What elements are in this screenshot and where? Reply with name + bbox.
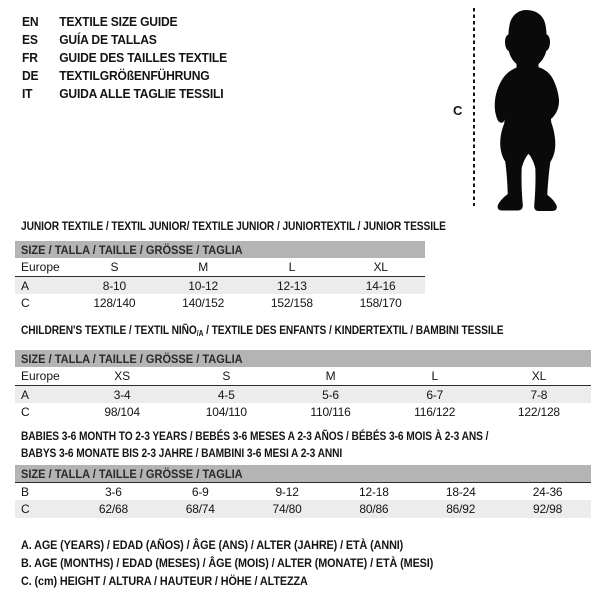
language-row-it <box>22 85 227 103</box>
language-title: GUIDA ALLE TAGLIE TESSILI <box>59 86 224 101</box>
cell-value: 86/92 <box>446 502 476 516</box>
cell-value: XL <box>373 260 388 274</box>
table-row-a <box>15 276 425 294</box>
cell-value: 92/98 <box>533 502 563 516</box>
cell-value: 158/170 <box>359 296 402 310</box>
cell-value: 24-36 <box>532 484 563 499</box>
table-title <box>21 322 506 342</box>
cell-value: XL <box>531 369 547 383</box>
cell-value: 6-9 <box>191 484 209 499</box>
cell-value: 62/68 <box>98 502 128 516</box>
cell-value: L <box>431 369 438 383</box>
table-title-line: BABYS 3-6 MONATE BIS 2-3 JAHRE / BAMBINI 3-6 MESI A 2-3 ANNI <box>21 446 343 460</box>
language-title: GUIDE DES TAILLES TEXTILE <box>59 50 227 65</box>
cell-value: 74/80 <box>272 502 302 516</box>
cell-value: 140/152 <box>182 296 225 310</box>
row-label: A <box>21 278 30 293</box>
cell-value: 80/86 <box>359 502 389 516</box>
size-header-bar <box>15 350 591 367</box>
row-label: C <box>21 296 30 310</box>
cell-value: 18-24 <box>445 484 476 499</box>
size-header-label: SIZE / TALLA / TAILLE / GRÖSSE / TAGLIA <box>21 466 243 481</box>
cell-value: 104/110 <box>205 405 247 419</box>
language-title-block <box>22 13 242 103</box>
language-row-en <box>22 13 227 31</box>
footnote-a: A. AGE (YEARS) / EDAD (AÑOS) / ÂGE (ANS) / ALTER (JAHRE) / ETÀ (ANNI) <box>21 538 404 552</box>
cell-value: 12-13 <box>277 278 307 293</box>
size-header-label: SIZE / TALLA / TAILLE / GRÖSSE / TAGLIA <box>21 242 243 257</box>
language-title: TEXTILE SIZE GUIDE <box>59 14 178 29</box>
size-header-label: SIZE / TALLA / TAILLE / GRÖSSE / TAGLIA <box>21 351 243 366</box>
cell-value: 3-4 <box>113 387 131 402</box>
language-code: EN <box>22 14 39 29</box>
language-title: GUÍA DE TALLAS <box>59 32 157 47</box>
table-row-europe <box>15 367 591 385</box>
row-label: C <box>21 405 30 419</box>
cell-value: 5-6 <box>322 387 339 402</box>
toddler-silhouette-icon <box>478 8 578 212</box>
cell-value: 4-5 <box>217 387 235 402</box>
row-label: B <box>21 484 30 499</box>
cell-value: 7-8 <box>530 387 548 402</box>
language-row-fr <box>22 49 227 67</box>
row-label: Europe <box>21 369 60 383</box>
cell-value: 9-12 <box>275 484 299 499</box>
language-code: ES <box>22 32 38 47</box>
table-row-c <box>15 403 591 421</box>
cell-value: S <box>222 369 231 383</box>
size-header-bar <box>15 241 425 258</box>
cell-value: 128/140 <box>93 296 136 310</box>
cell-value: L <box>288 260 296 274</box>
table-row-b <box>15 482 591 500</box>
cell-value: 110/116 <box>310 405 351 419</box>
table-row-europe <box>15 258 425 276</box>
cell-value: 6-7 <box>426 387 444 402</box>
footnotes-block <box>21 536 479 590</box>
cell-value: 122/128 <box>517 405 560 419</box>
size-table-junior <box>15 218 446 312</box>
height-measure-label: C <box>453 103 463 118</box>
cell-value: S <box>110 260 119 274</box>
row-label: A <box>21 387 30 402</box>
cell-value: 68/74 <box>185 502 215 516</box>
cell-value: M <box>198 260 209 274</box>
cell-value: 14-16 <box>365 278 396 293</box>
language-title: TEXTILGRÖßENFÜHRUNG <box>59 68 210 83</box>
table-title-line: JUNIOR TEXTILE / TEXTIL JUNIOR/ TEXTILE JUNIOR / JUNIORTEXTIL / JUNIOR TESSILE <box>21 219 446 233</box>
toddler-figure <box>450 8 595 214</box>
row-label: Europe <box>21 260 60 274</box>
table-row-c <box>15 500 591 518</box>
language-row-es <box>22 31 227 49</box>
cell-value: 8-10 <box>102 278 126 293</box>
table-title-line: BABIES 3-6 MONTH TO 2-3 YEARS / BEBÉS 3-6 MESES A 2-3 AÑOS / BÉBÉS 3-6 MOIS À 2-3 ANS / <box>21 429 489 443</box>
language-row-de <box>22 67 227 85</box>
cell-value: 152/158 <box>270 296 313 310</box>
language-code: DE <box>22 68 39 83</box>
height-measure-dashed-line <box>473 8 475 206</box>
table-row-a <box>15 385 591 403</box>
cell-value: M <box>325 369 336 383</box>
cell-value: 98/104 <box>104 405 140 419</box>
cell-value: 3-6 <box>105 484 122 499</box>
cell-value: XS <box>114 369 130 383</box>
size-table-babies <box>15 428 591 518</box>
language-code: FR <box>22 50 38 65</box>
footnote-c: C. (cm) HEIGHT / ALTURA / HAUTEUR / HÖHE / ALTEZZA <box>21 574 308 588</box>
language-code: IT <box>22 86 33 101</box>
cell-value: 10-12 <box>188 278 218 293</box>
cell-value: 116/122 <box>414 405 456 419</box>
table-title-line: CHILDREN'S TEXTILE / TEXTIL $NIÑO_{/A}$ / TEXTILE DES ENFANTS / KINDERTEXTIL / BAMBINI TESSILE <box>21 323 504 338</box>
table-row-c <box>15 294 425 312</box>
footnote-b: B. AGE (MONTHS) / EDAD (MESES) / ÂGE (MOIS) / ALTER (MONATE) / ETÀ (MESI) <box>21 556 434 570</box>
cell-value: 12-18 <box>359 484 389 499</box>
table-title <box>21 428 506 462</box>
table-title <box>21 218 446 235</box>
row-label: C <box>21 502 30 516</box>
size-header-bar <box>15 465 591 482</box>
size-table-children <box>15 322 591 421</box>
